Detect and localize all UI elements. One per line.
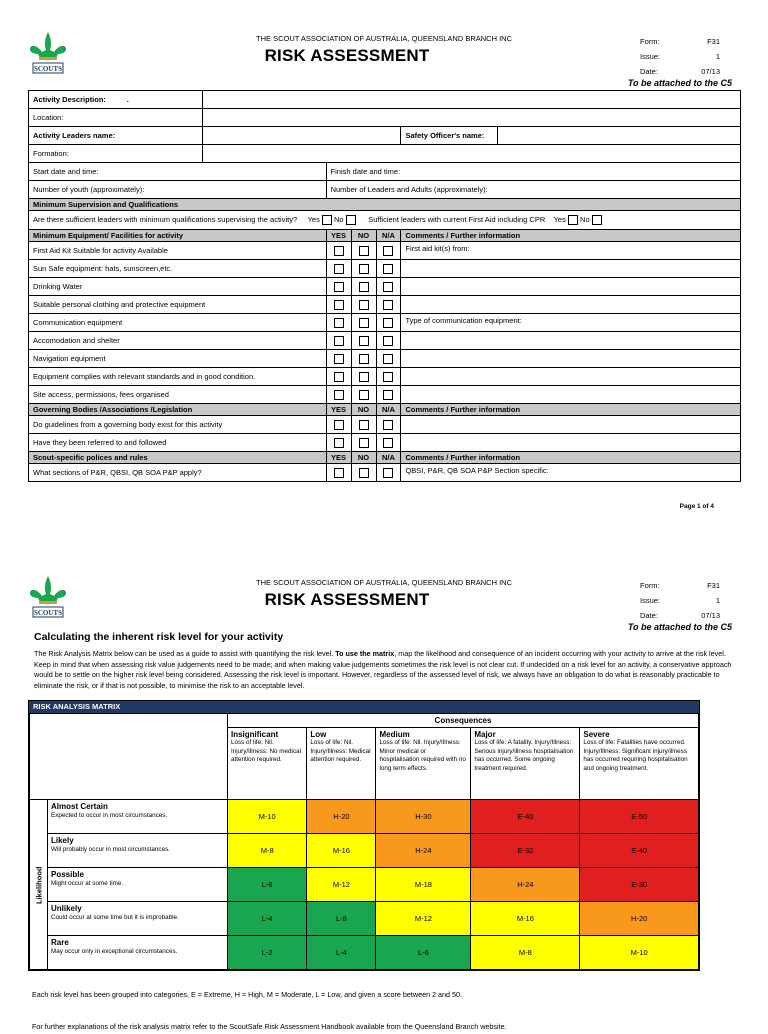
na-checkbox[interactable] bbox=[383, 264, 393, 274]
yes-checkbox[interactable] bbox=[334, 468, 344, 478]
page-number: Page 1 of 4 bbox=[679, 503, 714, 510]
org-name: THE SCOUT ASSOCIATION OF AUSTRALIA, QUEENSLAND BRANCH INC bbox=[255, 578, 513, 587]
likelihood-unlikely: Unlikely Could occur at some time but it is improbable. bbox=[48, 902, 228, 936]
na-checkbox[interactable] bbox=[383, 420, 393, 430]
yes-checkbox[interactable] bbox=[334, 300, 344, 310]
na-checkbox[interactable] bbox=[383, 282, 393, 292]
no-checkbox[interactable] bbox=[359, 318, 369, 328]
risk-cell: L-6 bbox=[228, 868, 307, 902]
page-title: RISK ASSESSMENT bbox=[264, 590, 430, 609]
no-checkbox[interactable] bbox=[359, 336, 369, 346]
org-name: THE SCOUT ASSOCIATION OF AUSTRALIA, QUEENSLAND BRANCH INC bbox=[255, 34, 513, 43]
risk-cell: M-16 bbox=[471, 902, 580, 936]
risk-cell: M-10 bbox=[228, 800, 307, 834]
risk-cell: E-40 bbox=[471, 800, 580, 834]
leaders-no-checkbox[interactable] bbox=[346, 215, 356, 225]
no-checkbox[interactable] bbox=[359, 420, 369, 430]
likelihood-possible: Possible Might occur at some time. bbox=[48, 868, 228, 902]
comment-field[interactable]: QBSI, P&R, QB SOA P&P Section specific: bbox=[401, 464, 741, 482]
checklist-row: Equipment complies with relevant standards and in good condition. bbox=[29, 368, 741, 386]
page-title: RISK ASSESSMENT bbox=[264, 46, 430, 65]
attach-note: To be attached to the C5 bbox=[627, 78, 732, 88]
consequence-major: Major Loss of life: A fatality. Injury/Illness: Serious injury/illness hospitalisation has occurred. Some ongoing treatment required. bbox=[471, 728, 580, 800]
comment-field[interactable] bbox=[401, 434, 741, 452]
matrix-title: RISK ANALYSIS MATRIX bbox=[29, 701, 699, 713]
risk-cell: L-4 bbox=[228, 902, 307, 936]
risk-cell: H-24 bbox=[376, 834, 471, 868]
form-meta: Form: F31 Issue: 1 Date: 07/13 bbox=[640, 37, 720, 76]
risk-form-table: Activity Description: . Location: Activity Leaders name: Safety Officer's name: Formation: Start date and time: Finish date and time: Number of youth (approximately): Number of Leaders and Adults (approximately): Minimum Supervision and Qualifications Are there sufficient leaders with minimum qualifications supervising the activity? Yes No Sufficient leaders with current First Aid including CPR Yes No Minimum Equipment/ Facilities for activity YES NO N/A Comments / Further information First Aid Kit Suitable for activity Available First aid kit(s) from: Sun Safe equipment: hats, sunscreen,etc. Drinking Water Suitable personal clothing and protective equipment Communication equipment Type of communication equipment: Accomodation and shelter Navigation equipment Equipment complies with relevant standards and in good condition. Site access, permissions, fees organised Governing Bodies /Associations /Legislation YES NO N/A Comments / Further information Do guidelines from a governing body exist for this activity Have they been referred to and followed Scout-specific polices and rules YES NO N/A Comments / Further information What sections of P&R, QBSI, QB SOA P&P apply? QBSI, P&R, QB SOA P&P Section specific: bbox=[28, 90, 741, 482]
checklist-row: Do guidelines from a governing body exist for this activity bbox=[29, 416, 741, 434]
comment-field[interactable]: First aid kit(s) from: bbox=[401, 242, 741, 260]
na-checkbox[interactable] bbox=[383, 468, 393, 478]
location-field[interactable] bbox=[202, 109, 740, 127]
risk-cell: H-24 bbox=[471, 868, 580, 902]
comment-field[interactable] bbox=[401, 416, 741, 434]
checklist-row: Site access, permissions, fees organised bbox=[29, 386, 741, 404]
consequences-header: Consequences bbox=[228, 714, 699, 728]
yes-checkbox[interactable] bbox=[334, 390, 344, 400]
section-subtitle: Calculating the inherent risk level for your activity bbox=[34, 631, 284, 643]
risk-cell: M-10 bbox=[580, 936, 699, 970]
risk-cell: E-40 bbox=[580, 834, 699, 868]
yes-checkbox[interactable] bbox=[334, 282, 344, 292]
risk-cell: L-4 bbox=[307, 936, 376, 970]
risk-cell: H-30 bbox=[376, 800, 471, 834]
risk-cell: M-8 bbox=[471, 936, 580, 970]
na-checkbox[interactable] bbox=[383, 300, 393, 310]
risk-cell: L-2 bbox=[228, 936, 307, 970]
yes-checkbox[interactable] bbox=[334, 420, 344, 430]
form-meta: Form: F31 Issue: 1 Date: 07/13 bbox=[640, 581, 720, 620]
firstaid-yes-checkbox[interactable] bbox=[568, 215, 578, 225]
intro-paragraph: The Risk Analysis Matrix below can be used as a guide to assist with quantifying the risk level. To use the matrix, map the likelihood and consequence of an incident occurring with your activity to arrive at the risk level. Keep in mind that when assessing risk value judgements need to be made; and when making value judgements sometimes the risk level is not clear cut. If undecided on a risk level for an activity, a conservative approach would be to settle on the higher risk level being considered. Assessing the risk level is important. However, regardless of the assessed level of risk, we always have an obligation to do what is reasonably practicable to eliminate the risk, or if that is not possible, to minimise the risk to an acceptable level. bbox=[34, 649, 732, 690]
risk-cell: M-18 bbox=[376, 868, 471, 902]
attach-note: To be attached to the C5 bbox=[627, 622, 732, 632]
no-checkbox[interactable] bbox=[359, 282, 369, 292]
comment-field[interactable] bbox=[401, 332, 741, 350]
checklist-row: First Aid Kit Suitable for activity Available First aid kit(s) from: bbox=[29, 242, 741, 260]
risk-cell: M-8 bbox=[228, 834, 307, 868]
leaders-yes-checkbox[interactable] bbox=[322, 215, 332, 225]
yes-checkbox[interactable] bbox=[334, 246, 344, 256]
na-checkbox[interactable] bbox=[383, 354, 393, 364]
comment-field[interactable] bbox=[401, 368, 741, 386]
na-checkbox[interactable] bbox=[383, 336, 393, 346]
no-checkbox[interactable] bbox=[359, 372, 369, 382]
risk-cell: E-30 bbox=[580, 868, 699, 902]
checklist-row: Accomodation and shelter bbox=[29, 332, 741, 350]
no-checkbox[interactable] bbox=[359, 264, 369, 274]
safety-officer-field[interactable] bbox=[498, 127, 741, 145]
risk-cell: M-16 bbox=[307, 834, 376, 868]
formation-field[interactable] bbox=[202, 145, 740, 163]
yes-checkbox[interactable] bbox=[334, 264, 344, 274]
checklist-row: Suitable personal clothing and protective equipment bbox=[29, 296, 741, 314]
firstaid-no-checkbox[interactable] bbox=[592, 215, 602, 225]
consequence-low: Low Loss of life: Nil. Injury/Illness: Medical attention required. bbox=[307, 728, 376, 800]
no-checkbox[interactable] bbox=[359, 300, 369, 310]
risk-cell: E-32 bbox=[471, 834, 580, 868]
comment-field[interactable] bbox=[401, 260, 741, 278]
risk-cell: H-20 bbox=[307, 800, 376, 834]
checklist-row: Communication equipment Type of communication equipment: bbox=[29, 314, 741, 332]
consequence-insignificant: Insignificant Loss of life: Nil. Injury/Illness: No medical attention required. bbox=[228, 728, 307, 800]
consequence-medium: Medium Loss of life: Nil. Injury/Illness: Minor medical or hospitalisation required with no long term effects. bbox=[376, 728, 471, 800]
activity-description-field[interactable] bbox=[202, 91, 740, 109]
risk-cell: M-12 bbox=[307, 868, 376, 902]
leaders-name-field[interactable] bbox=[202, 127, 401, 145]
checklist-row: What sections of P&R, QBSI, QB SOA P&P apply? QBSI, P&R, QB SOA P&P Section specific: bbox=[29, 464, 741, 482]
na-checkbox[interactable] bbox=[383, 438, 393, 448]
footnote-2: For further explanations of the risk analysis matrix refer to the ScoutSafe Risk Assessment Handbook available from the Queensland Branch website. bbox=[32, 1022, 507, 1031]
risk-matrix bbox=[28, 700, 700, 971]
comment-field[interactable] bbox=[401, 350, 741, 368]
svg-text:SCOUTS: SCOUTS bbox=[33, 65, 63, 73]
yes-checkbox[interactable] bbox=[334, 354, 344, 364]
footnote: Each risk level has been grouped into categories, E = Extreme, H = High, M = Moderate, L = Low, and given a score between 2 and 50. bbox=[32, 990, 463, 999]
na-checkbox[interactable] bbox=[383, 390, 393, 400]
no-checkbox[interactable] bbox=[359, 438, 369, 448]
yes-checkbox[interactable] bbox=[334, 318, 344, 328]
checklist-row: Sun Safe equipment: hats, sunscreen,etc. bbox=[29, 260, 741, 278]
checklist-row: Drinking Water bbox=[29, 278, 741, 296]
no-checkbox[interactable] bbox=[359, 390, 369, 400]
checklist-row: Have they been referred to and followed bbox=[29, 434, 741, 452]
na-checkbox[interactable] bbox=[383, 318, 393, 328]
na-checkbox[interactable] bbox=[383, 246, 393, 256]
risk-cell: M-12 bbox=[376, 902, 471, 936]
yes-checkbox[interactable] bbox=[334, 438, 344, 448]
risk-cell: H-20 bbox=[580, 902, 699, 936]
risk-cell: L-8 bbox=[307, 902, 376, 936]
risk-cell: L-6 bbox=[376, 936, 471, 970]
likelihood-label: Likelihood bbox=[30, 800, 48, 970]
checklist-row: Navigation equipment bbox=[29, 350, 741, 368]
no-checkbox[interactable] bbox=[359, 246, 369, 256]
likelihood-likely: Likely Will probably occur in most circumstances. bbox=[48, 834, 228, 868]
consequence-severe: Severe Loss of life: Fatalities have occurred. Injury/Illness: Significant injury/illness has occurred requiring hospitalisation and ongoing treatment. bbox=[580, 728, 699, 800]
yes-checkbox[interactable] bbox=[334, 336, 344, 346]
risk-cell: E-50 bbox=[580, 800, 699, 834]
comment-field[interactable] bbox=[401, 278, 741, 296]
comment-field[interactable] bbox=[401, 296, 741, 314]
svg-text:SCOUTS: SCOUTS bbox=[33, 609, 63, 617]
page-2 bbox=[0, 544, 768, 1031]
likelihood-almost-certain: Almost Certain Expected to occur in most circumstances. bbox=[48, 800, 228, 834]
likelihood-rare: Rare May occur only in exceptional circumstances. bbox=[48, 936, 228, 970]
no-checkbox[interactable] bbox=[359, 354, 369, 364]
comment-field[interactable] bbox=[401, 386, 741, 404]
na-checkbox[interactable] bbox=[383, 372, 393, 382]
yes-checkbox[interactable] bbox=[334, 372, 344, 382]
no-checkbox[interactable] bbox=[359, 468, 369, 478]
comment-field[interactable]: Type of communication equipment: bbox=[401, 314, 741, 332]
